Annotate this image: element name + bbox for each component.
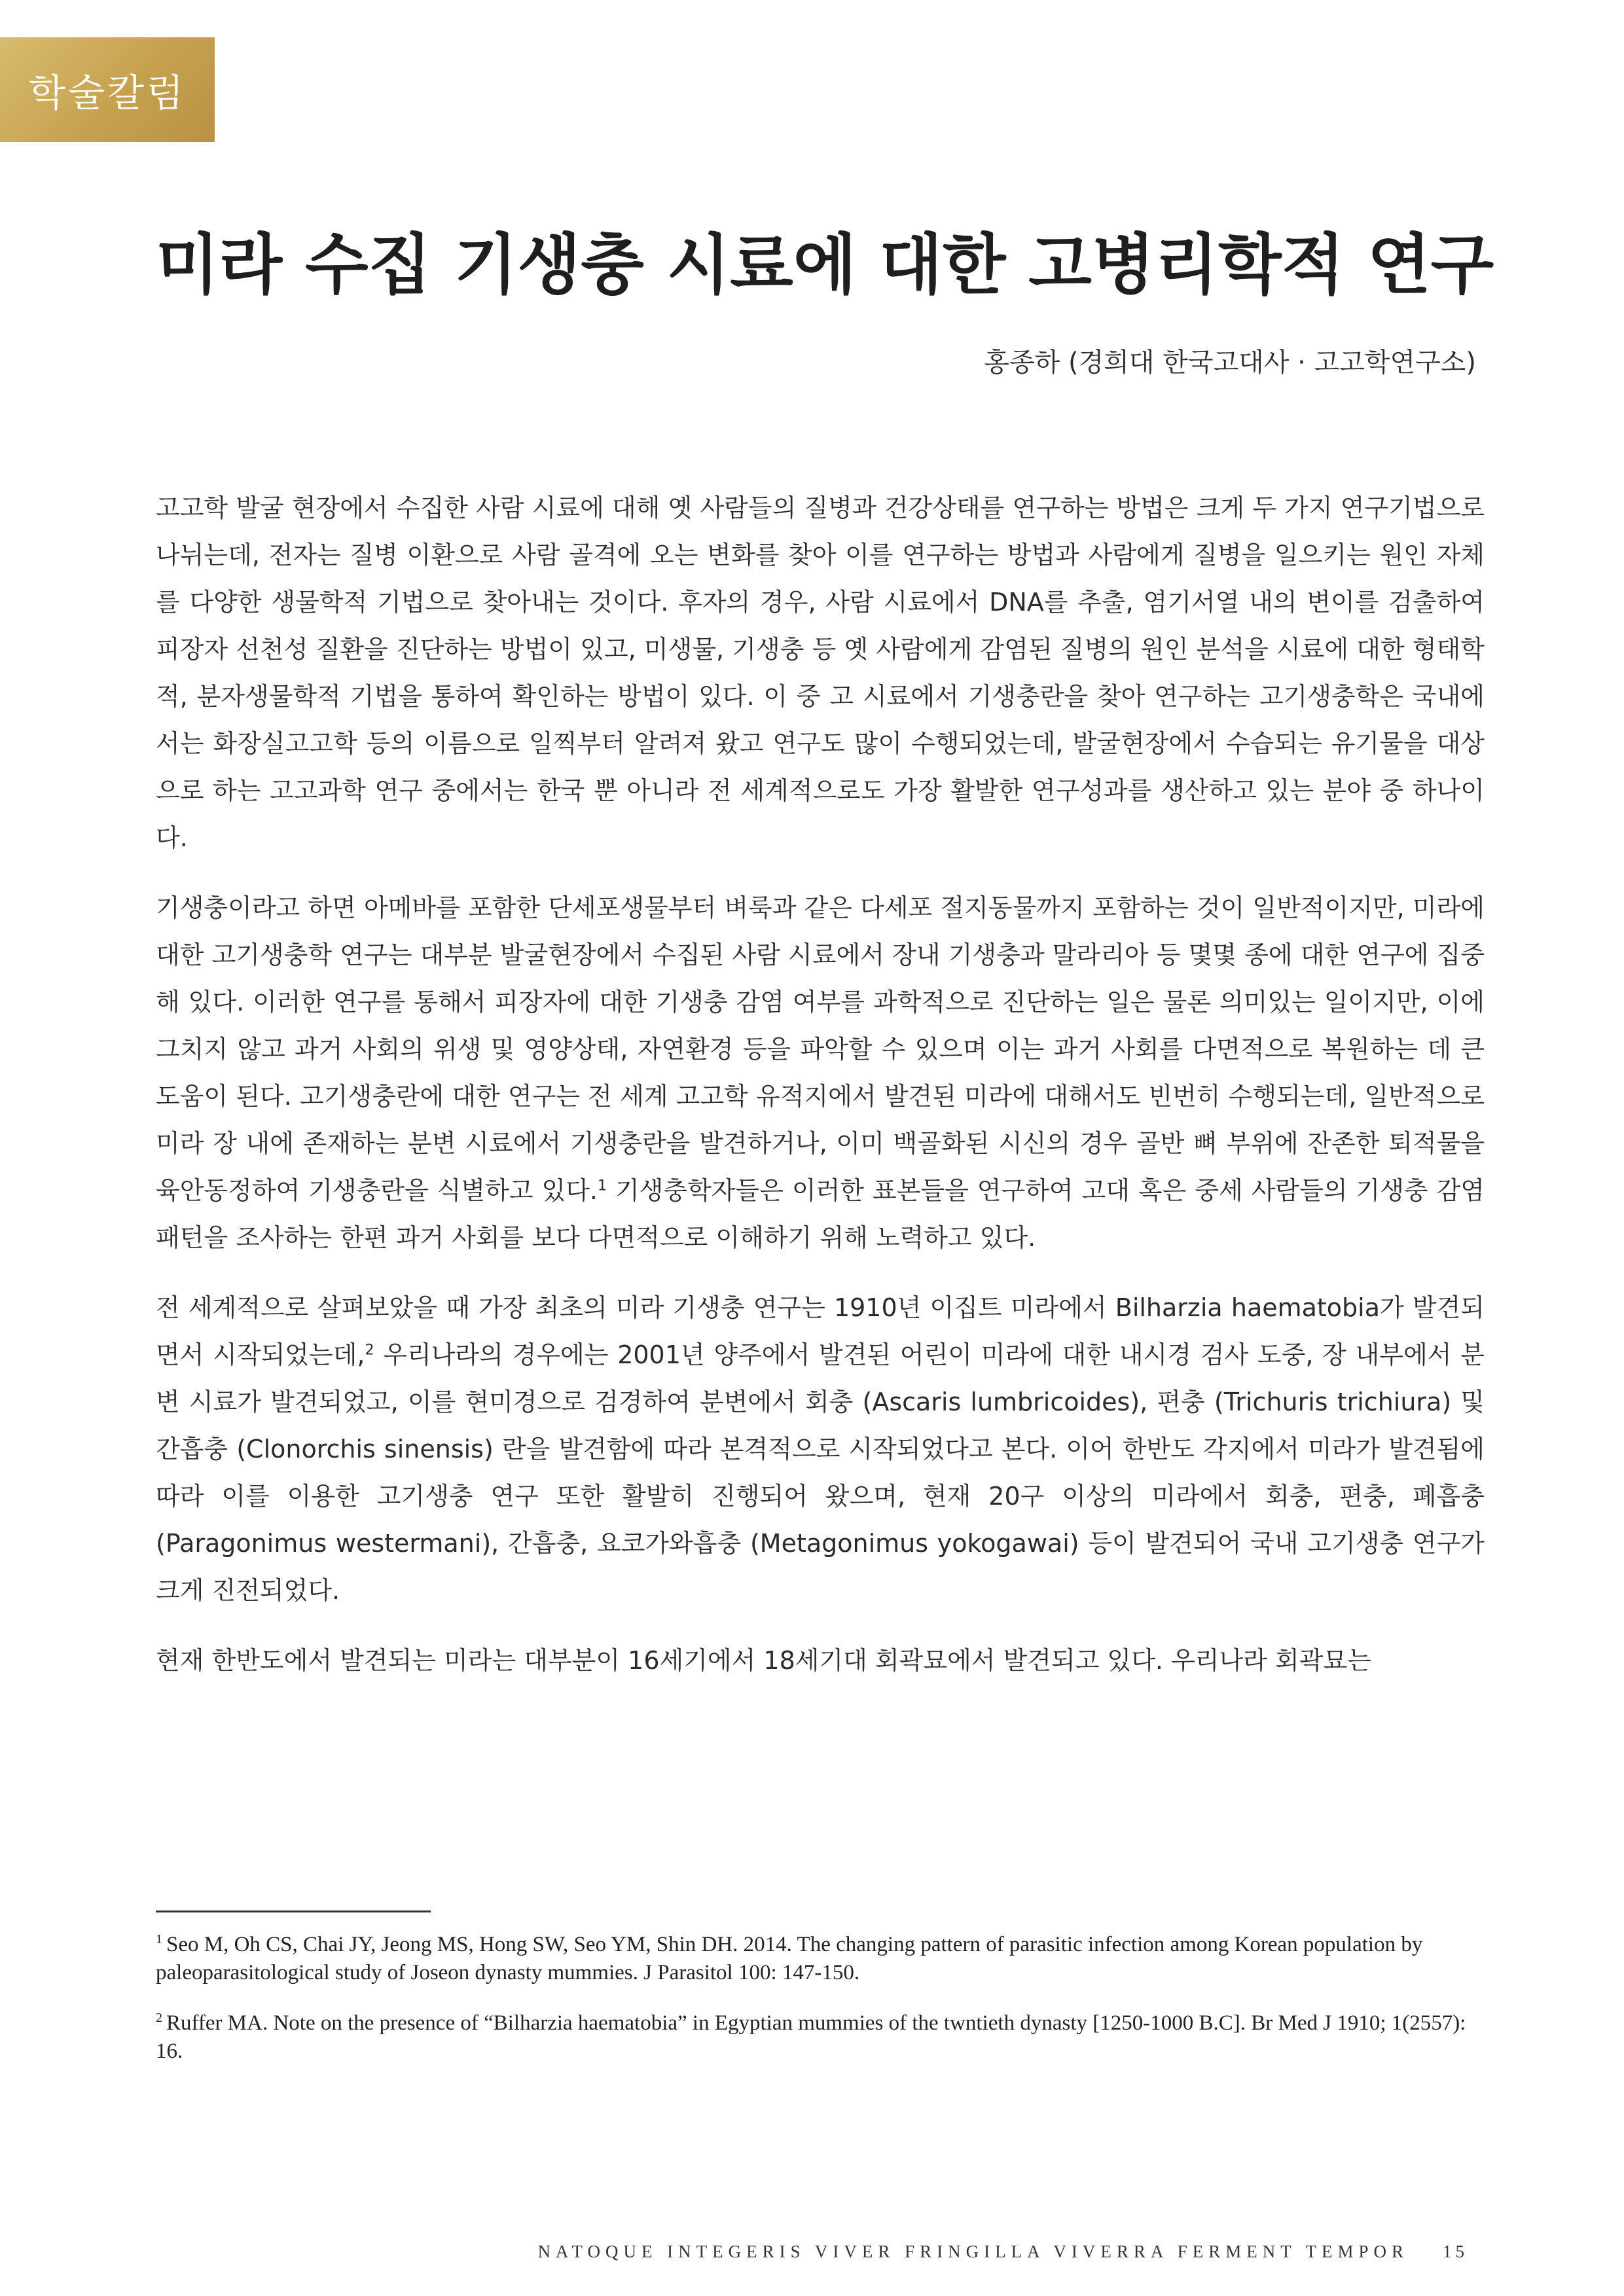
- paragraph-text: 고고학 발굴 현장에서 수집한 사람 시료에 대해 옛 사람들의 질병과 건강상태를 연구하는 방법은 크게 두 가지 연구기법으로 나뉘는데, 전자는 질병 이환으로 사람 골격에 오는 변화를 찾아 이를 연구하는 방법과 사람에게 질병을 일으키는 원인 자체를 다양한 생물학적 기법으로 찾아내는 것이다. 후자의 경우, 사람 시료에서 DNA를 추출, 염기서열 내의 변이를 검출하여 피장자 선천성 질환을 진단하는 방법이 있고, 미생물, 기생충 등 옛 사람에게 감염된 질병의 원인 분석을 시료에 대한 형태학적, 분자생물학적 기법을 통하여 확인하는 방법이 있다. 이 중 고 시료에서 기생충란을 찾아 연구하는 고기생충학은 국내에서는 화장실고고학 등의 이름으로 일찍부터 알려져 왔고 연구도 많이 수행되었는데, 발굴현장에서 수습되는 유기물을 대상으로 하는 고고과학 연구 중에서는 한국 뿐 아니라 전 세계적으로도 가장 활발한 연구성과를 생산하고 있는 분야 중 하나이다.: [156, 493, 1485, 852]
- running-footer: [537, 2242, 1468, 2262]
- paragraph: [156, 1284, 1485, 1614]
- paragraph-text: 기생충이라고 하면 아메바를 포함한 단세포생물부터 벼룩과 같은 다세포 절지동물까지 포함하는 것이 일반적이지만, 미라에 대한 고기생충학 연구는 대부분 발굴현장에서 수집된 사람 시료에서 장내 기생충과 말라리아 등 몇몇 종에 대한 연구에 집중해 있다. 이러한 연구를 통해서 피장자에 대한 기생충 감염 여부를 과학적으로 진단하는 일은 물론 의미있는 일이지만, 이에 그치지 않고 과거 사회의 위생 및 영양상태, 자연환경 등을 파악할 수 있으며 이는 과거 사회를 다면적으로 복원하는 데 큰 도움이 된다. 고기생충란에 대한 연구는 전 세계 고고학 유적지에서 발견된 미라에 대해서도 빈번히 수행되는데, 일반적으로 미라 장 내에 존재하는 분변 시료에서 기생충란을 발견하거나, 이미 백골화된 시신의 경우 골반 뼈 부위에 잔존한 퇴적물을 육안동정하여 기생충란을 식별하고 있다.: [156, 893, 1485, 1205]
- paragraph-text-tail: 우리나라의 경우에는 2001년 양주에서 발견된 어린이 미라에 대한 내시경 검사 도중, 장 내부에서 분변 시료가 발견되었고, 이를 현미경으로 검경하여 분변에서 회충 (Ascaris lumbricoides), 편충 (Trichuris trichiura) 및 간흡충 (Clonorchis sinensis) 란을 발견함에 따라 본격적으로 시작되었다고 본다. 이어 한반도 각지에서 미라가 발견됨에 따라 이를 이용한 고기생충 연구 또한 활발히 진행되어 왔으며, 현재 20구 이상의 미라에서 회충, 편충, 폐흡충 (Paragonimus westermani), 간흡충, 요코가와흡충 (Metagonimus yokogawai) 등이 발견되어 국내 고기생충 연구가 크게 진전되었다.: [156, 1340, 1485, 1605]
- author-line: 홍종하 (경희대 한국고대사 · 고고학연구소): [984, 348, 1476, 378]
- footnote-text: Ruffer MA. Note on the presence of “Bilharzia haematobia” in Egyptian mummies of the twntieth dynasty [1250-1000 B.C]. Br Med J 1910; 1(2557): 16.: [156, 2011, 1466, 2063]
- paragraph-text: 전 세계적으로 살펴보았을 때 가장 최초의 미라 기생충 연구는 1910년 이집트 미라에서 Bilharzia haematobia가 발견되면서 시작되었는데,: [156, 1293, 1485, 1369]
- footnote-divider: [156, 1910, 431, 1912]
- page-number: 15: [1443, 2242, 1468, 2261]
- footnote-1: [156, 1931, 1485, 1987]
- footnote-number: 1: [156, 1932, 162, 1946]
- paragraph-text-tail: 기생충학자들은 이러한 표본들을 연구하여 고대 혹은 중세 사람들의 기생충 감염 패턴을 조사하는 한편 과거 사회를 보다 다면적으로 이해하기 위해 노력하고 있다.: [156, 1176, 1485, 1252]
- article-body: [156, 484, 1485, 1707]
- footnote-number: 2: [156, 2011, 162, 2025]
- footnote-ref-1[interactable]: 1: [598, 1177, 607, 1194]
- footnotes: [156, 1931, 1485, 2088]
- paragraph-text: 현재 한반도에서 발견되는 미라는 대부분이 16세기에서 18세기대 회곽묘에서 발견되고 있다. 우리나라 회곽묘는: [156, 1646, 1371, 1675]
- running-footer-text: NATOQUE INTEGERIS VIVER FRINGILLA VIVERRA FERMENT TEMPOR: [537, 2242, 1409, 2261]
- section-badge-label: 학술칼럼: [28, 71, 187, 115]
- footnote-ref-2[interactable]: 2: [365, 1342, 374, 1359]
- footnote-2: [156, 2009, 1485, 2066]
- article-title: 미라 수집 기생충 시료에 대한 고병리학적 연구: [156, 226, 1494, 303]
- section-badge: [0, 37, 215, 142]
- paragraph: [156, 484, 1485, 861]
- paragraph: [156, 1637, 1485, 1684]
- footnote-text: Seo M, Oh CS, Chai JY, Jeong MS, Hong SW, Seo YM, Shin DH. 2014. The changing pattern of parasitic infection among Korean population by paleoparasitological study of Joseon dynasty mummies. J Parasitol 100: 147-150.: [156, 1933, 1423, 1984]
- paragraph: [156, 884, 1485, 1261]
